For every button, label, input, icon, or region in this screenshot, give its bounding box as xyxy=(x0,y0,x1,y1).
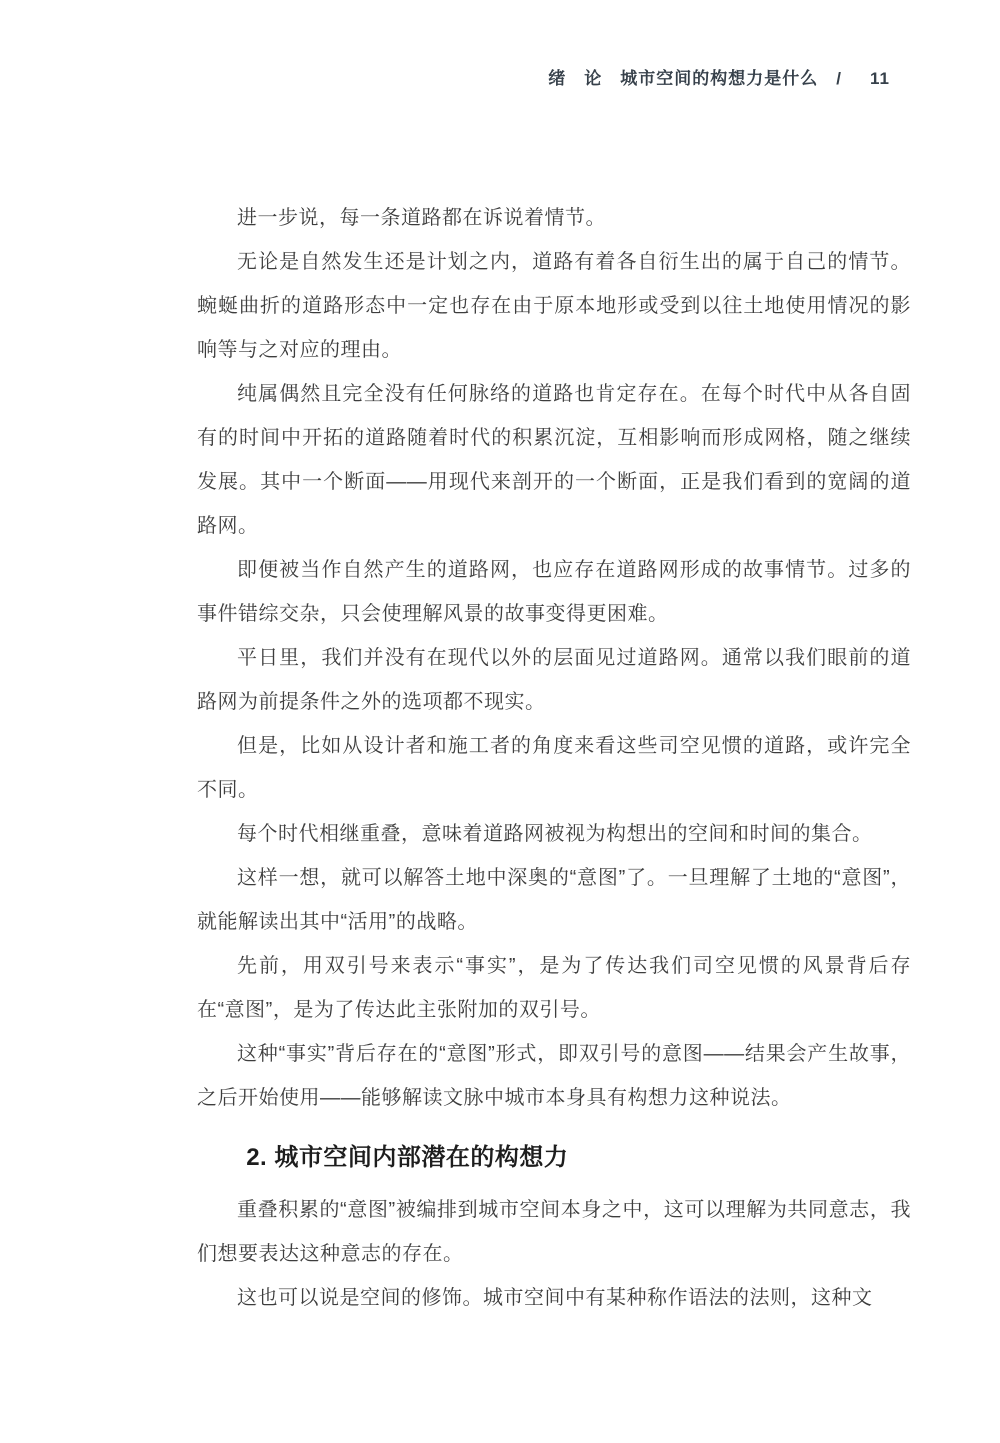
paragraph: 这也可以说是空间的修饰。城市空间中有某种称作语法的法则，这种文 xyxy=(237,1287,873,1309)
paragraph: 每个时代相继重叠，意味着道路网被视为构想出的空间和时间的集合。 xyxy=(237,823,873,845)
paragraph: 这样一想，就可以解答土地中深奥的“意图”了。一旦理解了土地的“意图”，就能解读出其中“活用”的战略。 xyxy=(197,867,911,933)
header-separator: / xyxy=(836,69,843,88)
paragraph: 进一步说，每一条道路都在诉说着情节。 xyxy=(237,207,606,229)
paragraph: 纯属偶然且完全没有任何脉络的道路也肯定存在。在每个时代中从各自固有的时间中开拓的道路随着时代的积累沉淀，互相影响而形成网格，随之继续发展。其中一个断面——用现代来剖开的一个断面，正是我们看到的宽阔的道路网。 xyxy=(197,383,911,537)
header-page-number: 11 xyxy=(870,69,890,88)
section-heading: 2. 城市空间内部潜在的构想力 xyxy=(246,1144,569,1171)
paragraph: 这种“事实”背后存在的“意图”形式，即双引号的意图——结果会产生故事，之后开始使用——能够解读文脉中城市本身具有构想力这种说法。 xyxy=(197,1043,911,1109)
header-chapter-title: 城市空间的构想力是什么 xyxy=(620,69,819,88)
body-text xyxy=(197,196,911,1320)
running-header xyxy=(548,64,890,89)
paragraph: 平日里，我们并没有在现代以外的层面见过道路网。通常以我们眼前的道路网为前提条件之外的选项都不现实。 xyxy=(197,647,911,713)
paragraph: 但是，比如从设计者和施工者的角度来看这些司空见惯的道路，或许完全不同。 xyxy=(197,735,911,801)
paragraph: 重叠积累的“意图”被编排到城市空间本身之中，这可以理解为共同意志，我们想要表达这种意志的存在。 xyxy=(197,1199,911,1265)
paragraph: 先前，用双引号来表示“事实”，是为了传达我们司空见惯的风景背后存在“意图”，是为了传达此主张附加的双引号。 xyxy=(197,955,911,1021)
paragraph: 无论是自然发生还是计划之内，道路有着各自衍生出的属于自己的情节。蜿蜒曲折的道路形态中一定也存在由于原本地形或受到以往土地使用情况的影响等与之对应的理由。 xyxy=(197,251,911,361)
header-section-label: 绪 论 xyxy=(548,69,603,88)
paragraph: 即便被当作自然产生的道路网，也应存在道路网形成的故事情节。过多的事件错综交杂，只会使理解风景的故事变得更困难。 xyxy=(197,559,911,625)
